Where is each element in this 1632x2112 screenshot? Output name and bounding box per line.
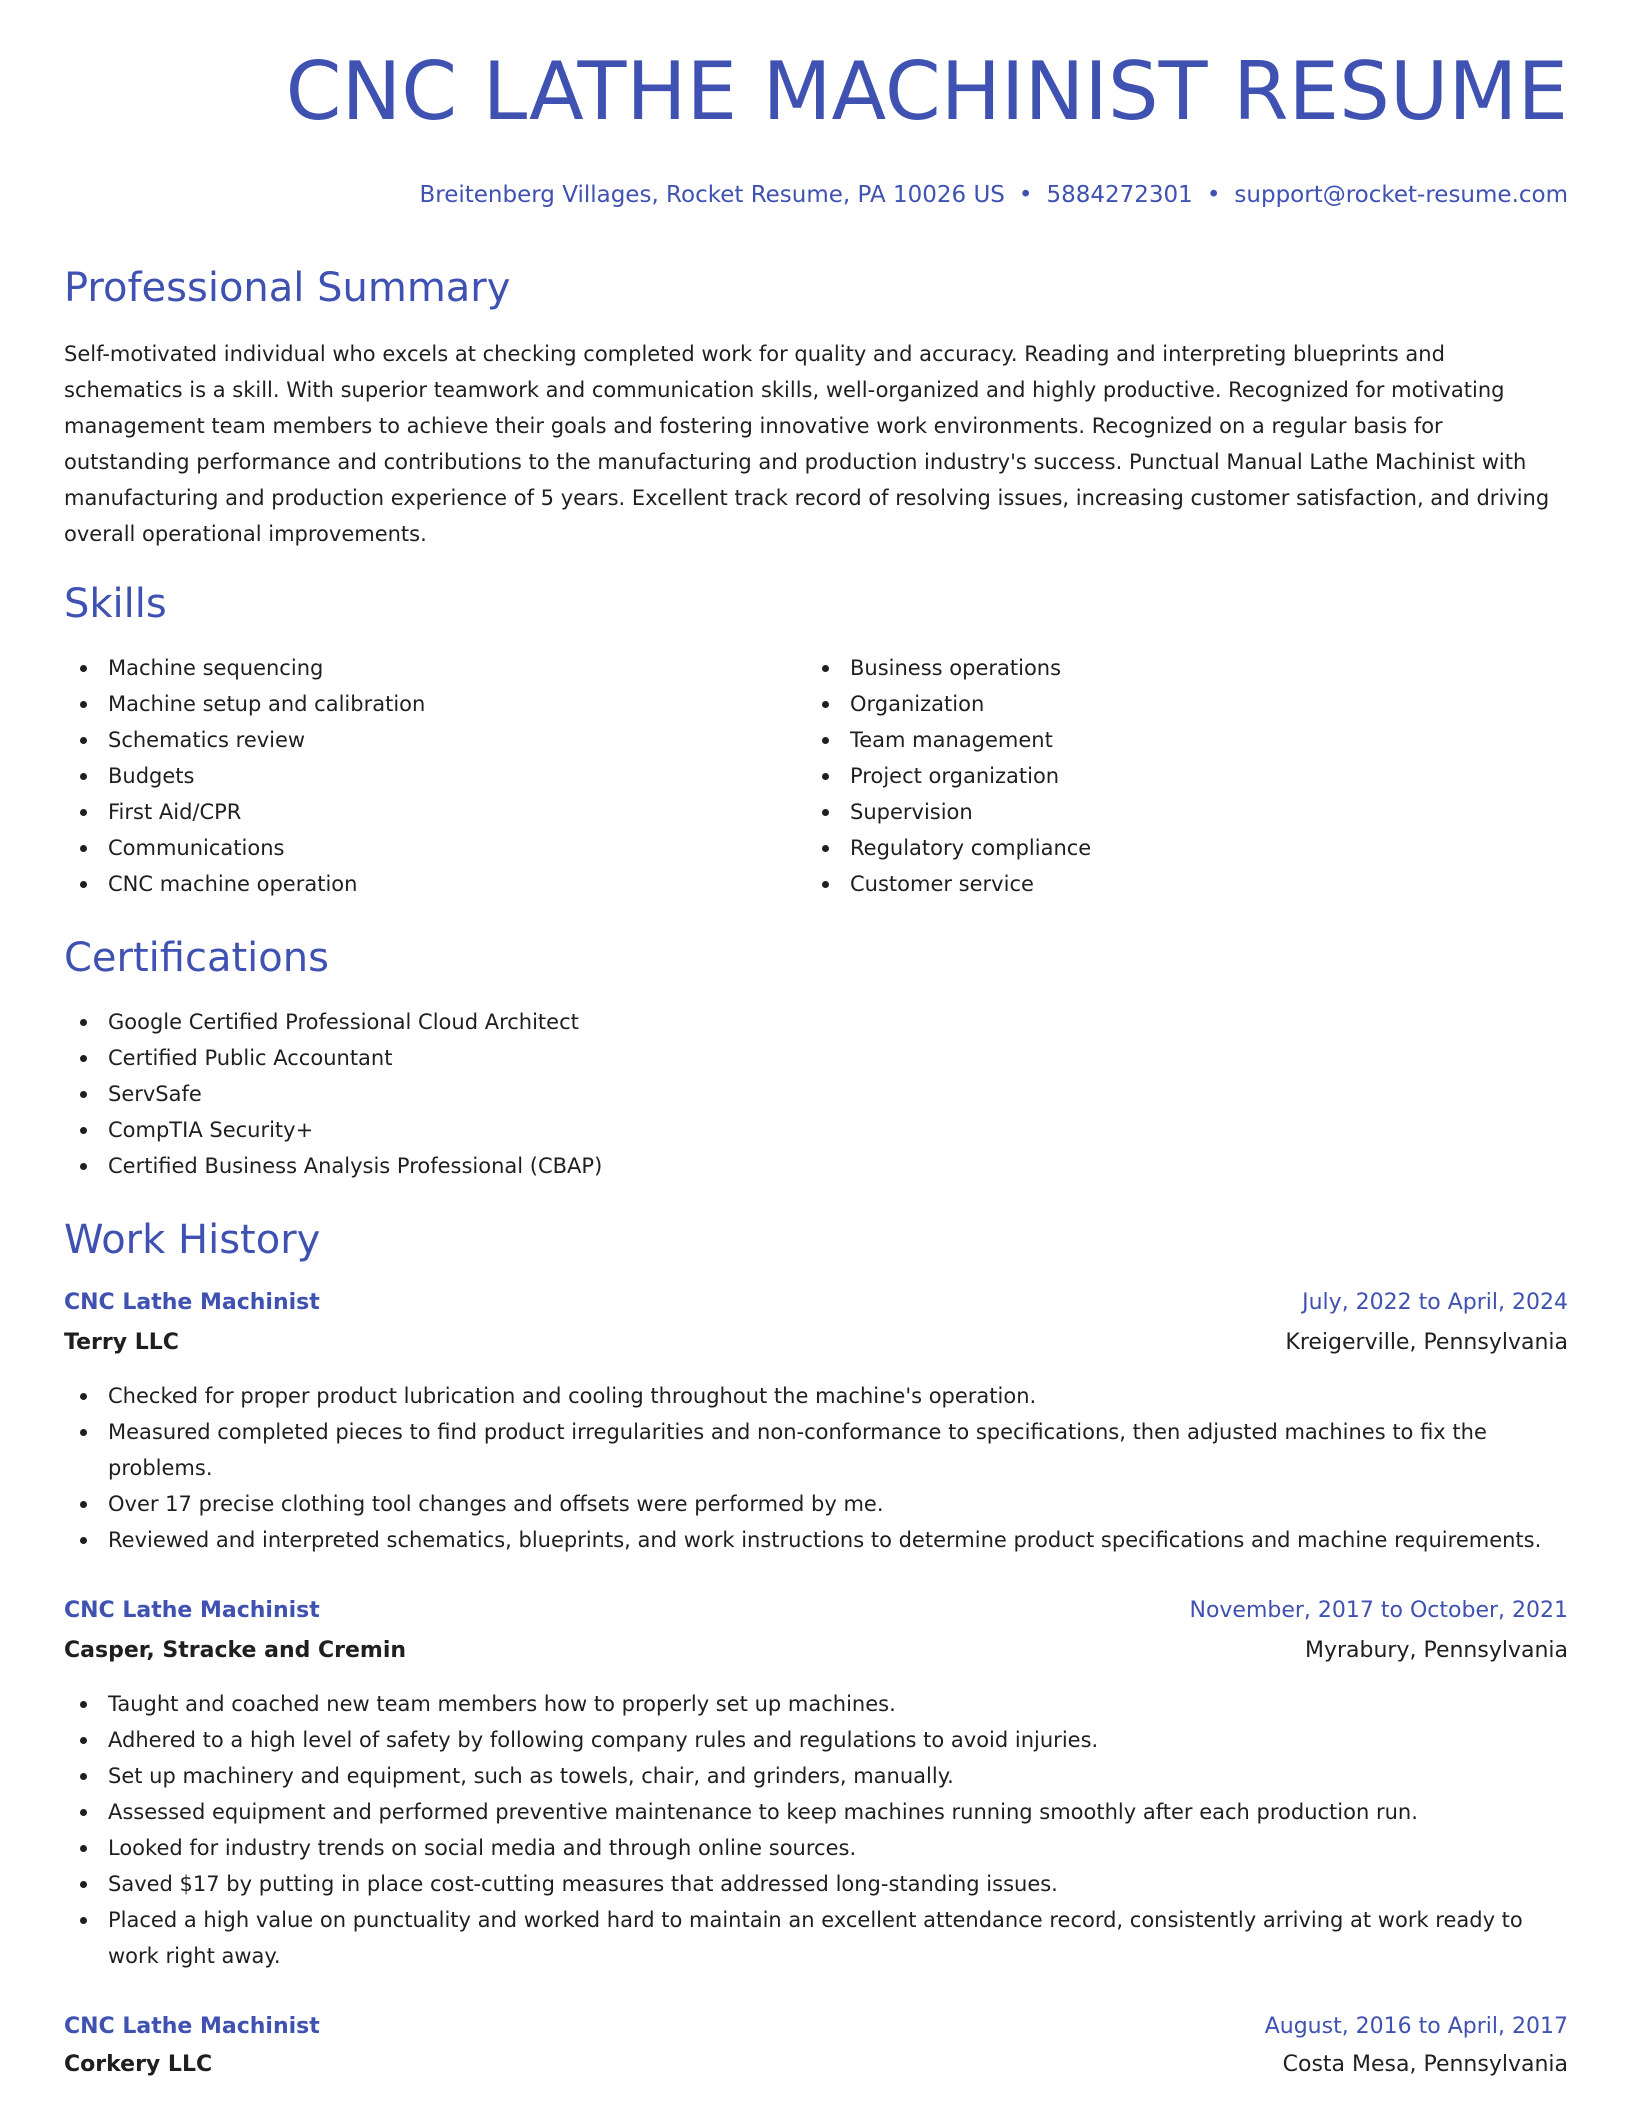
skill-item: Project organization	[806, 758, 1091, 794]
skill-item: Supervision	[806, 794, 1091, 830]
job-duty: Checked for proper product lubrication and cooling throughout the machine's operation.	[64, 1378, 1568, 1414]
contact-separator: •	[1018, 182, 1033, 208]
certifications-heading: Certifications	[64, 935, 329, 981]
job-dates: July, 2022 to April, 2024	[1302, 1290, 1568, 1315]
contact-phone: 5884272301	[1046, 182, 1193, 208]
job-title: CNC Lathe Machinist	[64, 1290, 320, 1315]
job-title: CNC Lathe Machinist	[64, 2014, 320, 2039]
job-location: Myrabury, Pennsylvania	[1304, 1638, 1568, 1663]
summary-heading: Professional Summary	[64, 265, 511, 311]
job-duty: Taught and coached new team members how to properly set up machines.	[64, 1686, 1568, 1722]
certification-item: Certified Public Accountant	[64, 1040, 602, 1076]
certification-item: CompTIA Security+	[64, 1112, 602, 1148]
job-header	[64, 2012, 1568, 2042]
skill-item: Machine setup and calibration	[64, 686, 425, 722]
skill-item: Schematics review	[64, 722, 425, 758]
job-dates: November, 2017 to October, 2021	[1189, 1598, 1568, 1623]
job-duties-list	[64, 1378, 1568, 1558]
contact-email[interactable]: support@rocket-resume.com	[1234, 182, 1568, 208]
job-employer-row	[64, 1328, 1568, 1358]
contact-address: Breitenberg Villages, Rocket Resume, PA 10026 US	[419, 182, 1005, 208]
certification-item: ServSafe	[64, 1076, 602, 1112]
job-company: Casper, Stracke and Cremin	[64, 1638, 407, 1663]
job-company: Terry LLC	[64, 1330, 179, 1355]
job-duty: Over 17 precise clothing tool changes and offsets were performed by me.	[64, 1486, 1568, 1522]
skills-list-right	[806, 650, 1091, 902]
job-dates: August, 2016 to April, 2017	[1264, 2014, 1568, 2039]
skills-list-left	[64, 650, 425, 902]
job-location: Kreigerville, Pennsylvania	[1285, 1330, 1568, 1355]
skill-item: Team management	[806, 722, 1091, 758]
job-employer-row	[64, 2050, 1568, 2080]
job-employer-row	[64, 1636, 1568, 1666]
skill-item: Budgets	[64, 758, 425, 794]
contact-separator: •	[1206, 182, 1221, 208]
skill-item: Customer service	[806, 866, 1091, 902]
job-duty: Looked for industry trends on social media and through online sources.	[64, 1830, 1568, 1866]
skill-item: CNC machine operation	[64, 866, 425, 902]
summary-text: Self-motivated individual who excels at checking completed work for quality and accuracy. Reading and interpreting blueprints and schematics is a skill. With superior teamwork and communication skills, well-organized and highly productive. Recognized for motivating management team members to achieve their goals and fostering innovative work environments. Recognized on a regular basis for outstanding performance and contributions to the manufacturing and production industry's success. Punctual Manual Lathe Machinist with manufacturing and production experience of 5 years. Excellent track record of resolving issues, increasing customer satisfaction, and driving overall operational improvements.	[64, 342, 1550, 546]
job-duty: Saved $17 by putting in place cost-cutting measures that addressed long-standing issues.	[64, 1866, 1568, 1902]
contact-line	[419, 184, 1568, 207]
job-header	[64, 1596, 1568, 1626]
job-duty: Placed a high value on punctuality and worked hard to maintain an excellent attendance record, consistently arriving at work ready to work right away.	[64, 1902, 1568, 1974]
job-duty: Set up machinery and equipment, such as towels, chair, and grinders, manually.	[64, 1758, 1568, 1794]
certification-item: Certified Business Analysis Professional (CBAP)	[64, 1148, 602, 1184]
job-title: CNC Lathe Machinist	[64, 1598, 320, 1623]
job-duty: Reviewed and interpreted schematics, blueprints, and work instructions to determine product specifications and machine requirements.	[64, 1522, 1568, 1558]
work-history-heading: Work History	[64, 1217, 321, 1263]
skills-heading: Skills	[64, 581, 167, 627]
job-duties-list	[64, 1686, 1568, 1974]
skill-item: Organization	[806, 686, 1091, 722]
skill-item: Machine sequencing	[64, 650, 425, 686]
job-company: Corkery LLC	[64, 2052, 213, 2077]
certifications-list	[64, 1004, 602, 1184]
resume-title: CNC LATHE MACHINIST RESUME	[285, 45, 1568, 138]
job-duty: Adhered to a high level of safety by following company rules and regulations to avoid injuries.	[64, 1722, 1568, 1758]
job-duty: Measured completed pieces to find product irregularities and non-conformance to specifications, then adjusted machines to fix the problems.	[64, 1414, 1568, 1486]
skill-item: First Aid/CPR	[64, 794, 425, 830]
job-location: Costa Mesa, Pennsylvania	[1282, 2052, 1568, 2077]
job-duty: Assessed equipment and performed preventive maintenance to keep machines running smoothly after each production run.	[64, 1794, 1568, 1830]
skill-item: Regulatory compliance	[806, 830, 1091, 866]
skill-item: Communications	[64, 830, 425, 866]
certification-item: Google Certified Professional Cloud Architect	[64, 1004, 602, 1040]
skill-item: Business operations	[806, 650, 1091, 686]
job-header	[64, 1288, 1568, 1318]
